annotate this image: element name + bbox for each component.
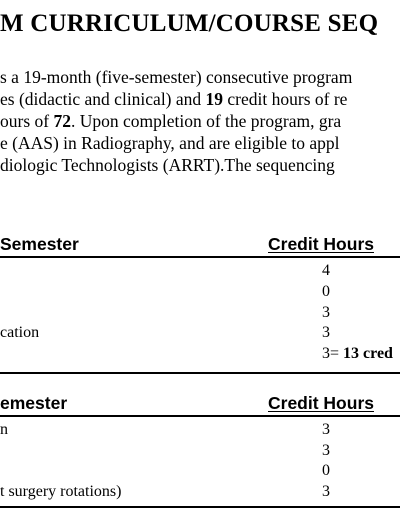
credit-value: 3 (322, 324, 330, 341)
credit-value: 3 (322, 442, 330, 459)
intro-line: s a 19-month (five-semester) consecutive program (0, 67, 353, 87)
course-row: n 3 (0, 421, 330, 438)
section-divider (0, 256, 400, 258)
credit-hours-heading: Credit Hours (268, 234, 374, 254)
credit-value: 4 (322, 262, 330, 279)
course-row: t surgery rotations) 3 (0, 483, 330, 500)
course-row-total (0, 345, 400, 366)
semester-2-header (0, 393, 400, 415)
intro-line: e (AAS) in Radiography, and are eligible to appl (0, 133, 340, 153)
credit-value: 0 (322, 283, 330, 300)
section-divider (0, 506, 400, 508)
course-row (0, 304, 400, 325)
course-row (0, 442, 400, 463)
credit-value: 0 (322, 462, 330, 479)
intro-line: es (didactic and clinical) and 19 credit hours of re (0, 89, 348, 109)
page-title: M CURRICULUM/COURSE SEQ (0, 10, 379, 37)
credit-value: 3 (322, 421, 330, 438)
credit-hours-heading: Credit Hours (268, 393, 374, 413)
course-row: cation 3 (0, 324, 330, 341)
section-divider (0, 415, 400, 417)
semester-heading: emester (0, 393, 68, 413)
credit-value: 3 (322, 304, 330, 321)
semester-1-header (0, 234, 400, 256)
credit-value: 3 (322, 483, 330, 500)
course-row (0, 262, 400, 283)
section-divider (0, 372, 400, 374)
course-row (0, 462, 400, 483)
credit-total: 3= 13 cred (322, 345, 393, 362)
intro-line: ours of 72. Upon completion of the program, gra (0, 111, 342, 131)
course-row (0, 283, 400, 304)
semester-heading: Semester (0, 234, 79, 254)
intro-paragraph (0, 66, 400, 176)
intro-line: diologic Technologists (ARRT).The sequencing (0, 155, 335, 175)
